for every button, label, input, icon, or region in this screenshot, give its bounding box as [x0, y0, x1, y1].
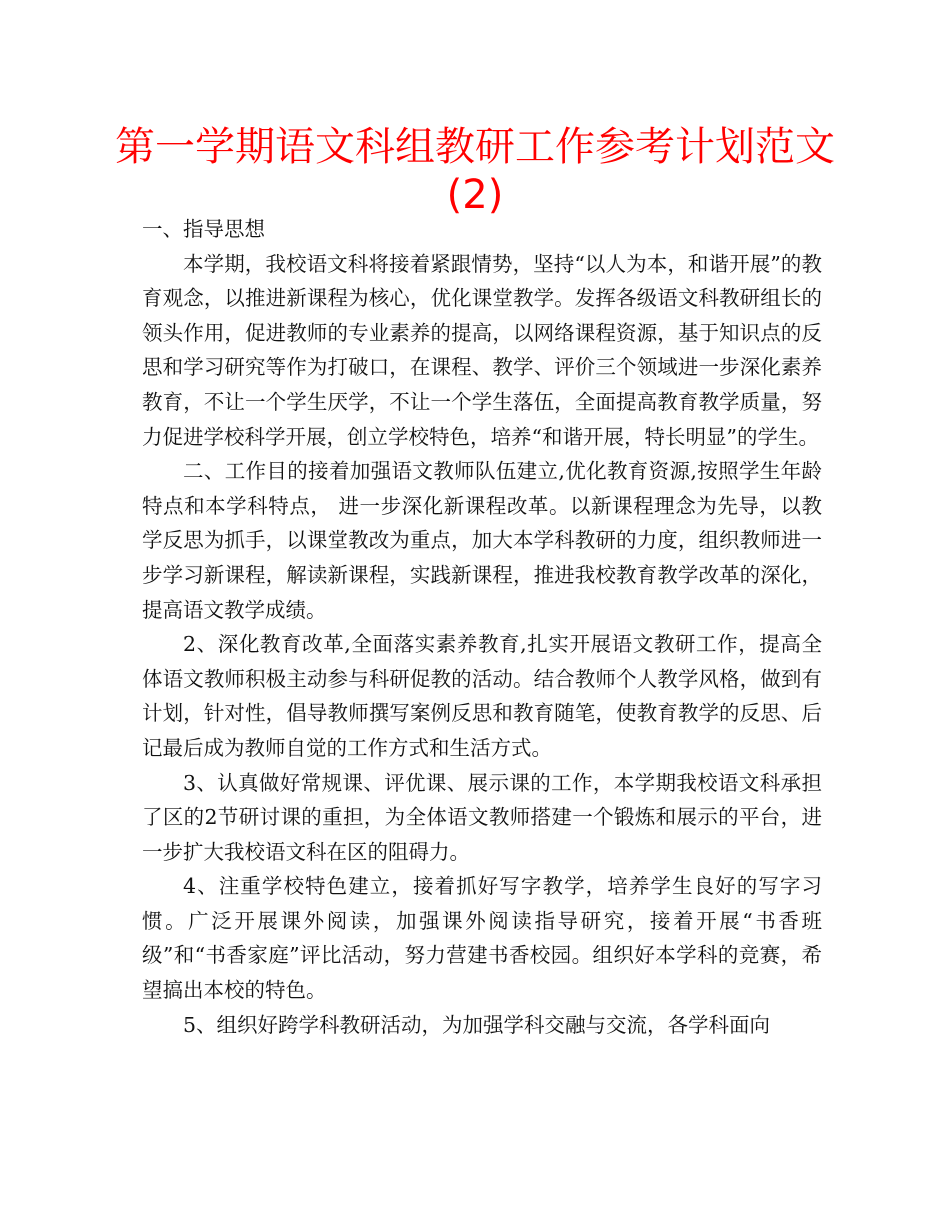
paragraph-item-4: 4、注重学校特色建立，接着抓好写字教学，培养学生良好的写字习惯。广泛开展课外阅读，加强课外阅读指导研究，接着开展“书香班级”和“书香家庭”评比活动，努力营建书香校园。组织好本学科的竞赛，希望搞出本校的特色。	[142, 874, 822, 1003]
paragraph-work-goals: 二、工作目的接着加强语文教师队伍建立,优化教育资源,按照学生年龄特点和本学科特点， 进一步深化新课程改革。以新课程理念为先导，以教学反思为抓手，以课堂教改为重点，加大本学科教研的力度，组织教师进一步学习新课程，解读新课程，实践新课程，推进我校教育教学改革的深化，提高语文教学成绩。	[142, 459, 822, 622]
paragraph-item-3: 3、认真做好常规课、评优课、展示课的工作，本学期我校语文科承担了区的2节研讨课的重担，为全体语文教师搭建一个锻炼和展示的平台，进一步扩大我校语文科在区的阻碍力。	[142, 770, 822, 864]
document-body	[142, 212, 822, 1042]
paragraph-item-2: 2、深化教育改革,全面落实素养教育,扎实开展语文教研工作，提高全体语文教师积极主动参与科研促教的活动。结合教师个人教学风格，做到有计划，针对性，倡导教师撰写案例反思和教育随笔，使教育教学的反思、后记最后成为教师自觉的工作方式和生活方式。	[142, 632, 822, 760]
document-title-line1: 第一学期语文科组教研工作参考计划范文	[115, 124, 835, 170]
paragraph-item-5: 5、组织好跨学科教研活动，为加强学科交融与交流，各学科面向	[183, 1012, 771, 1037]
paragraph-intro: 本学期，我校语文科将接着紧跟情势，坚持“以人为本，和谐开展”的教育观念，以推进新课程为核心，优化课堂教学。发挥各级语文科教研组长的领头作用，促进教师的专业素养的提高，以网络课程资源，基于知识点的反思和学习研究等作为打破口，在课程、教学、评价三个领域进一步深化素养教育，不让一个学生厌学，不让一个学生落伍，全面提高教育教学质量，努力促进学校科学开展，创立学校特色，培养“和谐开展，特长明显”的学生。	[142, 251, 822, 449]
section-heading-guiding-thought: 一、指导思想	[142, 217, 265, 241]
document-title-line2: (2)	[446, 172, 504, 218]
